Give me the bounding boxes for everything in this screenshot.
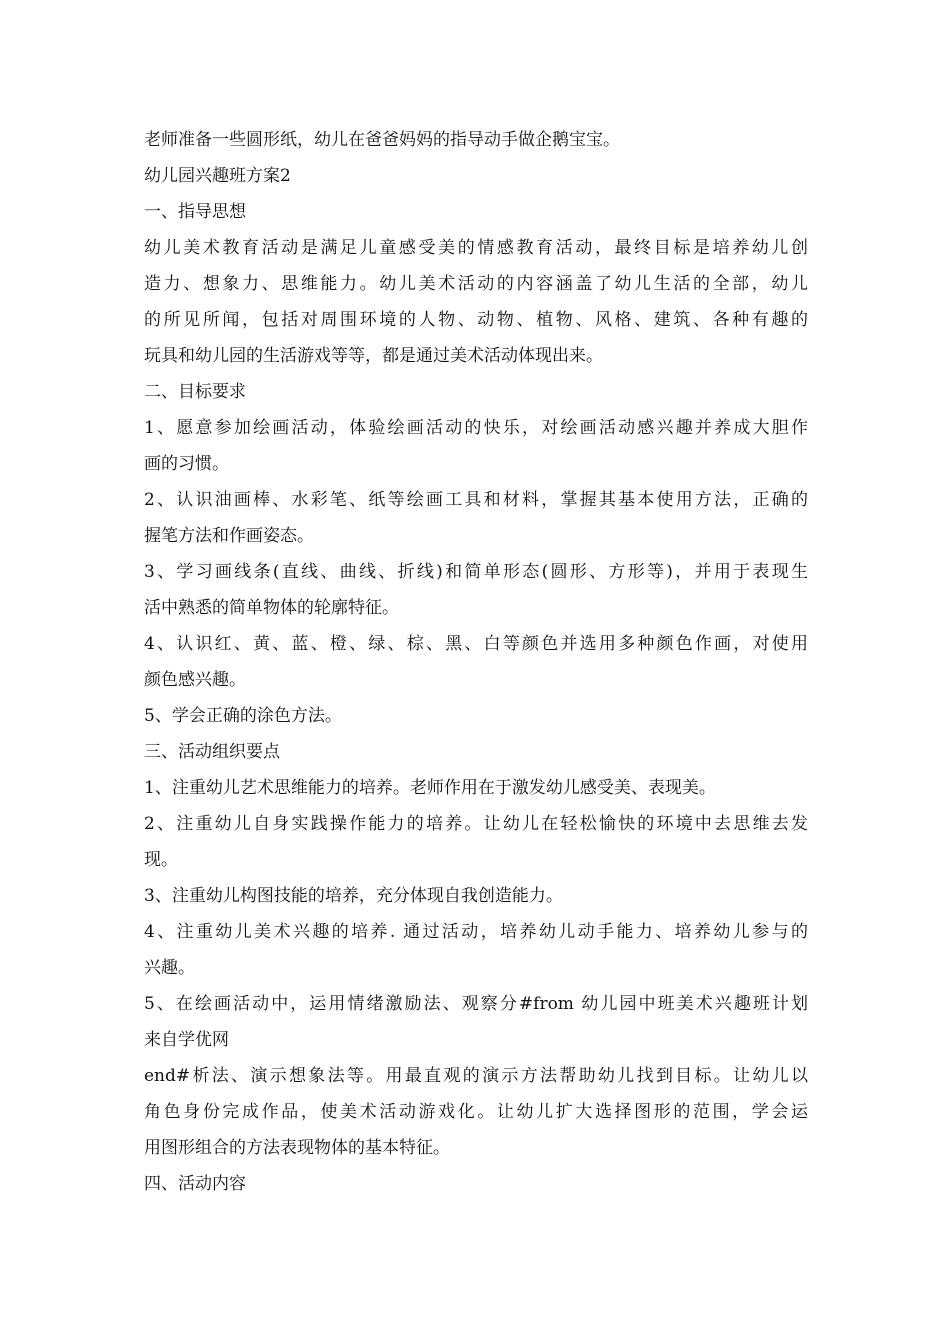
section-heading: 四、活动内容 <box>144 1174 246 1194</box>
text-line: 活中熟悉的简单物体的轮廓特征。 <box>144 598 399 618</box>
section-heading: 一、指导思想 <box>144 202 246 222</box>
section-heading: 三、活动组织要点 <box>144 742 280 762</box>
text-line: 2、注重幼儿自身实践操作能力的培养。让幼儿在轻松愉快的环境中去思维去发 <box>144 814 808 834</box>
text-line: 5、在绘画活动中，运用情绪激励法、观察分#from 幼儿园中班美术兴趣班计划 <box>144 994 808 1014</box>
text-line: 颜色感兴趣。 <box>144 670 246 690</box>
text-line: 5、学会正确的涂色方法。 <box>144 706 342 726</box>
text-line: 3、注重幼儿构图技能的培养，充分体现自我创造能力。 <box>144 886 563 906</box>
text-line: 现。 <box>144 850 178 870</box>
section-title: 幼儿园兴趣班方案2 <box>144 166 291 186</box>
text-line: 1、注重幼儿艺术思维能力的培养。老师作用在于激发幼儿感受美、表现美。 <box>144 778 716 798</box>
text-line: 4、注重幼儿美术兴趣的培养. 通过活动，培养幼儿动手能力、培养幼儿参与的 <box>144 922 808 942</box>
text-line: 握笔方法和作画姿态。 <box>144 526 314 546</box>
text-line: 玩具和幼儿园的生活游戏等等，都是通过美术活动体现出来。 <box>144 346 603 366</box>
section-heading: 二、目标要求 <box>144 382 246 402</box>
text-line: 的所见所闻，包括对周围环境的人物、动物、植物、风格、建筑、各种有趣的 <box>144 310 808 330</box>
text-line: 用图形组合的方法表现物体的基本特征。 <box>144 1138 450 1158</box>
text-line: 3、学习画线条(直线、曲线、折线)和简单形态(圆形、方形等)，并用于表现生 <box>144 562 808 582</box>
text-line: 4、认识红、黄、蓝、橙、绿、棕、黑、白等颜色并选用多种颜色作画，对使用 <box>144 634 808 654</box>
text-line: 1、愿意参加绘画活动，体验绘画活动的快乐，对绘画活动感兴趣并养成大胆作 <box>144 418 808 438</box>
text-line: end#析法、演示想象法等。用最直观的演示方法帮助幼儿找到目标。让幼儿以 <box>144 1066 808 1086</box>
text-line: 造力、想象力、思维能力。幼儿美术活动的内容涵盖了幼儿生活的全部，幼儿 <box>144 274 808 294</box>
text-line: 2、认识油画棒、水彩笔、纸等绘画工具和材料，掌握其基本使用方法，正确的 <box>144 490 808 510</box>
text-line: 幼儿美术教育活动是满足儿童感受美的情感教育活动，最终目标是培养幼儿创 <box>144 238 808 258</box>
text-line: 老师准备一些圆形纸，幼儿在爸爸妈妈的指导动手做企鹅宝宝。 <box>144 130 620 150</box>
text-line: 画的习惯。 <box>144 454 229 474</box>
text-line: 角色身份完成作品，使美术活动游戏化。让幼儿扩大选择图形的范围，学会运 <box>144 1102 808 1122</box>
text-line: 兴趣。 <box>144 958 195 978</box>
text-line: 来自学优网 <box>144 1030 229 1050</box>
document-body <box>144 122 808 1202</box>
